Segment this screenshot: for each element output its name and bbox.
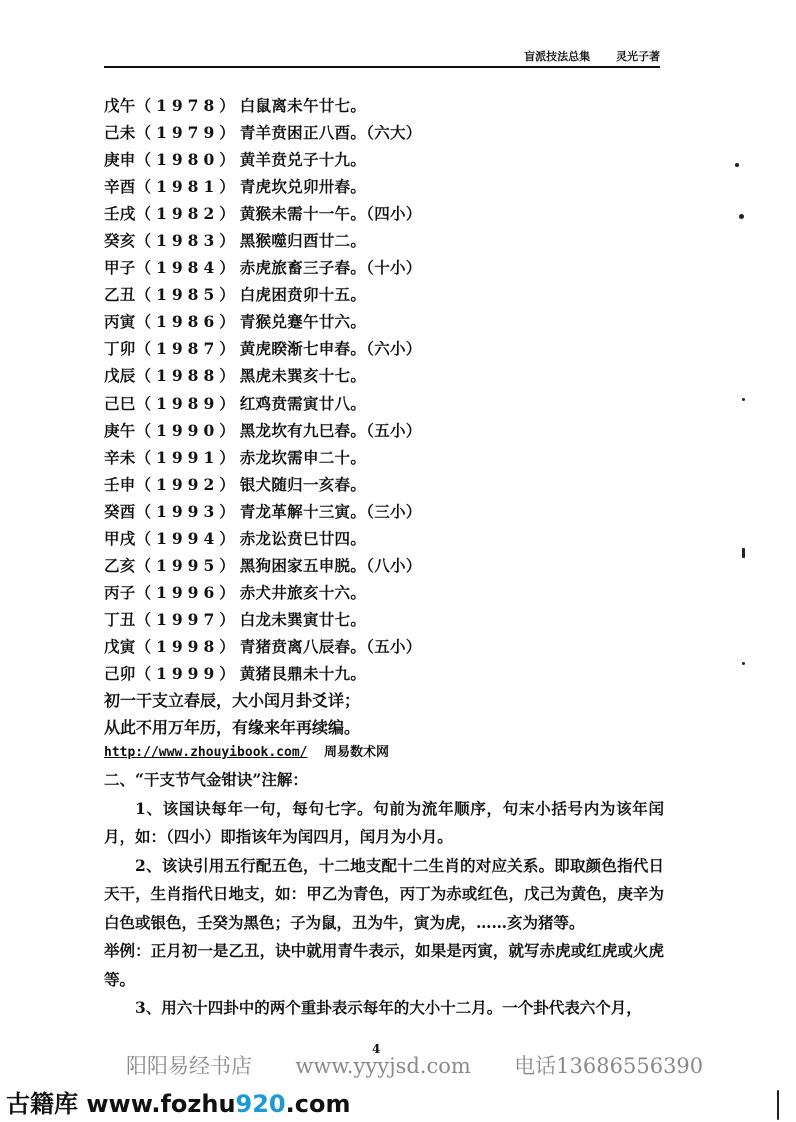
verse-text: 白虎困贲卯十五。 <box>239 285 367 305</box>
paragraph: 2、该诀引用五行配五色，十二地支配十二生肖的对应关系。即取颜色指代日天干，生肖指代日地支，如：甲乙为青色，丙丁为赤或红色，戊己为黄色，庚辛为白色或银色，壬癸为黑色；子为鼠，丑为牛，寅为虎，……亥为猪等。 <box>104 855 664 932</box>
poem-line: 初一干支立春辰，大小闰月卦爻详； <box>104 691 361 711</box>
year: （1999） <box>135 663 240 683</box>
year: （1990） <box>135 420 240 440</box>
verse-text: 黑狗困家五申脱。（八小） <box>239 555 422 575</box>
year: （1980） <box>135 150 240 170</box>
year: （1994） <box>135 528 240 548</box>
year: （1995） <box>135 555 240 575</box>
paragraph: 举例：正月初一是乙丑，诀中就用青牛表示，如果是丙寅，就写赤虎或红虎或火虎等。 <box>104 941 664 989</box>
running-header <box>104 50 660 68</box>
verse-line <box>104 633 664 660</box>
verse-text: 银犬随归一亥春。 <box>239 474 367 494</box>
ganzhi: 甲戌 <box>104 528 136 548</box>
year: （1996） <box>135 582 240 602</box>
year: （1981） <box>135 177 240 197</box>
ganzhi: 丁丑 <box>104 609 136 629</box>
year: （1986） <box>135 312 240 332</box>
verse-line <box>104 173 664 200</box>
poem-line: 从此不用万年历，有缘来年再续编。 <box>104 718 361 738</box>
ganzhi: 丁卯 <box>104 339 136 359</box>
verse-text: 白龙未巽寅廿七。 <box>239 609 367 629</box>
scan-speck <box>742 548 745 558</box>
scan-speck <box>735 163 739 167</box>
watermark-library-url: www.fozhu920.com <box>86 1090 351 1118</box>
verse-line <box>104 390 664 417</box>
year: （1987） <box>135 339 240 359</box>
verse-line <box>104 308 664 335</box>
ganzhi: 甲子 <box>104 258 136 278</box>
ganzhi: 己巳 <box>104 393 136 413</box>
verse-line <box>104 119 664 146</box>
ganzhi: 辛酉 <box>104 177 136 197</box>
scan-edge-mark <box>777 1090 779 1120</box>
year: （1991） <box>135 447 240 467</box>
watermark-shop <box>126 1050 703 1080</box>
ganzhi: 己未 <box>104 123 136 143</box>
source-link[interactable]: http://www.zhouyibook.com/ <box>104 745 308 760</box>
verse-text: 红鸡贲需寅廿八。 <box>239 393 367 413</box>
verse-line <box>104 471 664 498</box>
verse-line <box>104 444 664 471</box>
verse-line <box>104 335 664 362</box>
verse-text: 黄猴未需十一午。（四小） <box>239 204 422 224</box>
verse-line <box>104 227 664 254</box>
verse-text: 黄猪艮鼎未十九。 <box>239 663 367 683</box>
year: （1978） <box>135 96 240 115</box>
year: （1992） <box>135 474 240 494</box>
verse-line <box>104 362 664 389</box>
ganzhi: 癸酉 <box>104 501 136 521</box>
ganzhi: 癸亥 <box>104 231 136 251</box>
year: （1989） <box>135 393 240 413</box>
scan-speck <box>739 214 744 219</box>
ganzhi: 乙丑 <box>104 285 136 305</box>
verse-text: 青羊贲困正八酉。（六大） <box>239 123 422 143</box>
watermark-library <box>6 1084 350 1119</box>
verse-text: 青猪贲离八辰春。（五小） <box>239 636 422 656</box>
verse-line <box>104 92 664 119</box>
verse-line <box>104 498 664 525</box>
year: （1988） <box>135 366 240 386</box>
verse-text: 青龙革解十三寅。（三小） <box>239 501 422 521</box>
year: （1985） <box>135 285 240 305</box>
year: （1979） <box>135 123 240 143</box>
ganzhi: 丙寅 <box>104 312 136 332</box>
verse-text: 黑龙坎有九巳春。（五小） <box>239 420 422 440</box>
verse-text: 赤犬井旅亥十六。 <box>239 582 367 602</box>
paragraph: 3、用六十四卦中的两个重卦表示每年的大小十二月。一个卦代表六个月， <box>135 998 642 1017</box>
author: 灵光子著 <box>616 50 660 63</box>
year: （1983） <box>135 231 240 251</box>
verse-text: 黄虎睽渐七申春。（六小） <box>239 339 422 359</box>
ganzhi: 戊寅 <box>104 636 136 656</box>
verse-line <box>104 552 664 579</box>
source-site-name: 周易数术网 <box>324 745 390 760</box>
ganzhi: 己卯 <box>104 663 136 683</box>
ganzhi: 乙亥 <box>104 555 136 575</box>
verse-line <box>104 146 664 173</box>
verse-line <box>104 417 664 444</box>
verse-text: 白鼠离未午廿七。 <box>239 96 367 115</box>
ganzhi: 庚午 <box>104 420 136 440</box>
book-title: 盲派技法总集 <box>524 50 591 63</box>
verse-line <box>104 281 664 308</box>
year: （1984） <box>135 258 240 278</box>
verse-text: 黄羊贲兑子十九。 <box>239 150 367 170</box>
verse-line <box>104 579 664 606</box>
verse-line <box>104 660 664 687</box>
scan-speck <box>742 662 745 665</box>
ganzhi: 丙子 <box>104 582 136 602</box>
paragraph: 1、该国诀每年一句，每句七字。句前为流年顺序，句末小括号内为该年闰月，如：（四小）即指该年为闰四月，闰月为小月。 <box>104 798 664 846</box>
watermark-shop-site: www.yyyjsd.com <box>295 1054 471 1078</box>
ganzhi: 壬申 <box>104 474 136 494</box>
verse-text: 赤龙坎需申二十。 <box>239 447 367 467</box>
verse-text: 青猴兑蹇午廿六。 <box>239 312 367 332</box>
ganzhi: 庚申 <box>104 150 136 170</box>
year: （1998） <box>135 636 240 656</box>
annotation-section <box>104 766 664 1023</box>
ganzhi: 戊午 <box>104 96 136 115</box>
verse-text: 赤龙讼贲巳廿四。 <box>239 528 367 548</box>
watermark-shop-name: 阳阳易经书店 <box>126 1054 252 1078</box>
year: （1997） <box>135 609 240 629</box>
verse-list <box>104 92 664 741</box>
ganzhi: 辛未 <box>104 447 136 467</box>
scan-speck <box>742 398 745 401</box>
verse-text: 青虎坎兑卯卅春。 <box>239 177 367 197</box>
source-line <box>104 741 389 760</box>
verse-line <box>104 200 664 227</box>
verse-line <box>104 525 664 552</box>
section-heading: 二、“干支节气金钳诀”注解： <box>104 770 308 789</box>
ganzhi: 壬戌 <box>104 204 136 224</box>
ganzhi: 戊辰 <box>104 366 136 386</box>
page-number: 4 <box>372 1042 381 1056</box>
verse-text: 黑虎未巽亥十七。 <box>239 366 367 386</box>
year: （1982） <box>135 204 240 224</box>
year: （1993） <box>135 501 240 521</box>
verse-text: 黑猴噬归酉廿二。 <box>239 231 367 251</box>
watermark-library-name: 古籍库 <box>6 1090 78 1118</box>
verse-line <box>104 254 664 281</box>
verse-line <box>104 606 664 633</box>
watermark-shop-phone: 电话13686556390 <box>514 1054 704 1078</box>
verse-text: 赤虎旅畜三子春。（十小） <box>239 258 422 278</box>
